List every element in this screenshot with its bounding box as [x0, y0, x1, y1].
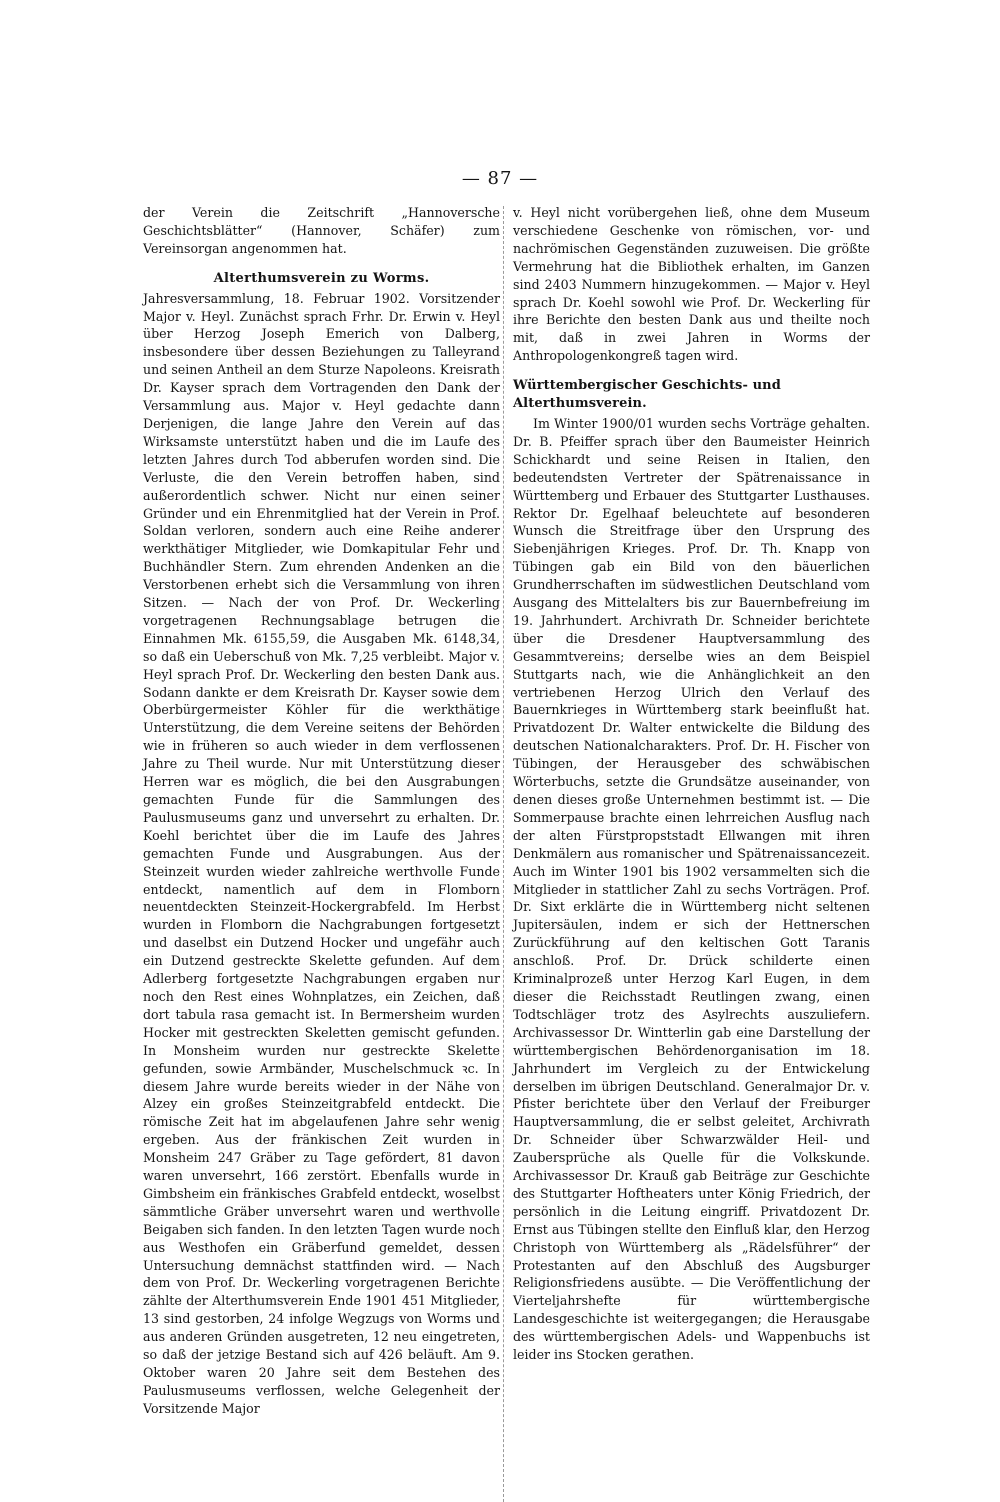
section-heading-wuerttemberg: Württembergischer Geschichts- und Alterthumsverein.: [513, 378, 781, 412]
right-column: [513, 204, 870, 1364]
wuerttemberg-report-paragraph: Im Winter 1900/01 wurden sechs Vorträge gehalten. Dr. B. Pfeiffer sprach über den Baumeister Heinrich Schickhardt und seine Reisen in Italien, den bedeutendsten Vertreter der Spätrenaissance in Württemberg und Erbauer des Stuttgarter Lusthauses. Rektor Dr. Egelhaaf beleuchtete auf besonderen Wunsch die Streitfrage über den Ursprung des Siebenjährigen Krieges. Prof. Dr. Th. Knapp von Tübingen gab ein Bild von den bäuerlichen Grundherrschaften im südwestlichen Deutschland vom Ausgang des Mittelalters bis zur Bauernbefreiung im 19. Jahrhundert. Archivrath Dr. Schneider berichtete über die Dresdener Hauptversammlung des Gesammtvereins; derselbe wies an dem Beispiel Stuttgarts nach, wie die Anhänglichkeit an den vertriebenen Herzog Ulrich den Verlauf des Bauernkrieges in Württemberg stark beeinflußt hat. Privatdozent Dr. Walter entwickelte die Bildung des deutschen Nationalcharakters. Prof. Dr. H. Fischer von Tübingen, der Herausgeber des schwäbischen Wörterbuchs, setzte die Grundsätze auseinander, von denen dieses große Unternehmen bestimmt ist. — Die Sommerpause brachte einen lehrreichen Ausflug nach der alten Fürstpropststadt Ellwangen mit ihren Denkmälern aus romanischer und Spätrenaissancezeit. Auch im Winter 1901 bis 1902 versammelten sich die Mitglieder in stattlicher Zahl zu sechs Vorträgen. Prof. Dr. Sixt erklärte die in Württemberg nicht seltenen Jupitersäulen, indem er sich der Hettnerschen Zurückführung auf den keltischen Gott Taranis anschloß. Prof. Dr. Drück schilderte einen Kriminalprozeß unter Herzog Karl Eugen, in dem dieser die Reichsstadt Reutlingen zwang, einen Todtschläger trotz des Asylrechts auszuliefern. Archivassessor Dr. Wintterlin gab eine Darstellung der württembergischen Behördenorganisation im 18. Jahrhundert im Vergleich zu der Entwickelung derselben im übrigen Deutschland. Generalmajor Dr. v. Pfister berichtete über den Verlauf der Freiburger Hauptversammlung, die er selbst geleitet, Archivrath Dr. Schneider über Schwarzwälder Heil- und Zaubersprüche als Quelle für die Volkskunde. Archivassessor Dr. Krauß gab Beiträge zur Geschichte des Stuttgarter Hoftheaters unter König Friedrich, der persönlich in die Leitung eingriff. Privatdozent Dr. Ernst aus Tübingen stellte den Einfluß klar, den Herzog Christoph von Württemberg als „Rädelsführer“ der Protestanten auf den Abschluß des Augsburger Religionsfriedens ausübte. — Die Veröffentlichung der Vierteljahrshefte für württembergische Landesgeschichte ist weitergegangen; die Herausgabe des württembergischen Adels- und Wappenbuchs ist leider ins Stocken gerathen.: [513, 415, 870, 1363]
continuation-paragraph: v. Heyl nicht vorübergehen ließ, ohne dem Museum verschiedene Geschenke von römischen, vor- und nachrömischen Gegenständen zuzuweisen. Die größte Vermehrung hat die Bibliothek erhalten, im Ganzen sind 2403 Nummern hinzugekommen. — Major v. Heyl sprach Dr. Koehl sowohl wie Prof. Dr. Weckerling für ihre Berichte den besten Dank aus und theilte noch mit, daß in zwei Jahren in Worms der Anthropologenkongreß tagen wird.: [513, 205, 870, 364]
section-heading-worms: Alterthumsverein zu Worms.: [213, 270, 430, 286]
worms-report-paragraph: Jahresversammlung, 18. Februar 1902. Vorsitzender Major v. Heyl. Zunächst sprach Frhr. Dr. Erwin v. Heyl über Herzog Joseph Emerich von Dalberg, insbesondere über dessen Beziehungen zu Talleyrand und seinen Antheil an dem Sturze Napoleons. Kreisrath Dr. Kayser sprach dem Vortragenden den Dank der Versammlung aus. Major v. Heyl gedachte dann Derjenigen, die lange Jahre den Verein auf das Wirksamste unterstützt haben und die im Laufe des letzten Jahres durch Tod abberufen worden sind. Die Verluste, die den Verein betroffen haben, sind außerordentlich schwer. Nicht nur einen seiner Gründer und ein Ehrenmitglied hat der Verein in Prof. Soldan verloren, sondern auch eine Reihe anderer werkthätiger Mitglieder, wie Domkapitular Fehr und Buchhändler Stern. Zum ehrenden Andenken an die Verstorbenen erhebt sich die Versammlung von ihren Sitzen. — Nach der von Prof. Dr. Weckerling vorgetragenen Rechnungsablage betrugen die Einnahmen Mk. 6155,59, die Ausgaben Mk. 6148,34, so daß ein Ueberschuß von Mk. 7,25 verbleibt. Major v. Heyl sprach Prof. Dr. Weckerling den besten Dank aus. Sodann dankte er dem Kreisrath Dr. Kayser sowie dem Oberbürgermeister Köhler für die werkthätige Unterstützung, die dem Vereine seitens der Behörden wie in früheren so auch wieder in dem verflossenen Jahre zu Theil wurde. Nur mit Unterstützung dieser Herren war es möglich, die bei den Ausgrabungen gemachten Funde für die Sammlungen des Paulusmuseums ganz und unversehrt zu erhalten. Dr. Koehl berichtet über die im Laufe des Jahres gemachten Funde und Ausgrabungen. Aus der Steinzeit wurden wieder zahlreiche werthvolle Funde entdeckt, namentlich auf dem in Flomborn neuentdeckten Steinzeit-Hockergrabfeld. Im Herbst wurden in Flomborn die Nachgrabungen fortgesetzt und daselbst ein Dutzend Hocker und ungefähr auch ein Dutzend gestreckte Skelette gefunden. Auf dem Adlerberg fortgesetzte Nachgrabungen ergaben nur noch den Rest eines Wohnplatzes, ein Zeichen, daß dort tabula rasa gemacht ist. In Bermersheim wurden Hocker mit gestreckten Skeletten gemischt gefunden. In Monsheim wurden nur gestreckte Skelette gefunden, sowie Armbänder, Muschelschmuck ꝛc. In diesem Jahre wurde bereits wieder in der Nähe von Alzey ein großes Steinzeitgrabfeld entdeckt. Die römische Zeit hat im abgelaufenen Jahre sehr wenig ergeben. Aus der fränkischen Zeit wurden in Monsheim 247 Gräber zu Tage gefördert, 81 davon waren unversehrt, 166 zerstört. Ebenfalls wurde in Gimbsheim ein fränkisches Grabfeld entdeckt, woselbst sämmtliche Gräber unversehrt waren und werthvolle Beigaben sich fanden. In den letzten Tagen wurde noch aus Westhofen ein Gräberfund gemeldet, dessen Untersuchung demnächst stattfinden wird. — Nach dem von Prof. Dr. Weckerling vorgetragenen Berichte zählte der Alterthumsverein Ende 1901 451 Mitglieder, 13 sind gestorben, 24 infolge Wegzugs von Worms und aus anderen Gründen ausgetreten, 12 neu eingetreten, so daß der jetzige Bestand sich auf 426 beläuft. Am 9. Oktober waren 20 Jahre seit dem Bestehen des Paulusmuseums verflossen, welche Gelegenheit der Vorsitzende Major: [143, 290, 500, 1416]
page-number: — 87 —: [461, 168, 539, 189]
column-divider: [503, 206, 504, 1502]
left-column: [143, 204, 500, 1418]
intro-paragraph: der Verein die Zeitschrift „Hannoversche Geschichtsblätter“ (Hannover, Schäfer) zum Vereinsorgan angenommen hat.: [143, 205, 500, 256]
